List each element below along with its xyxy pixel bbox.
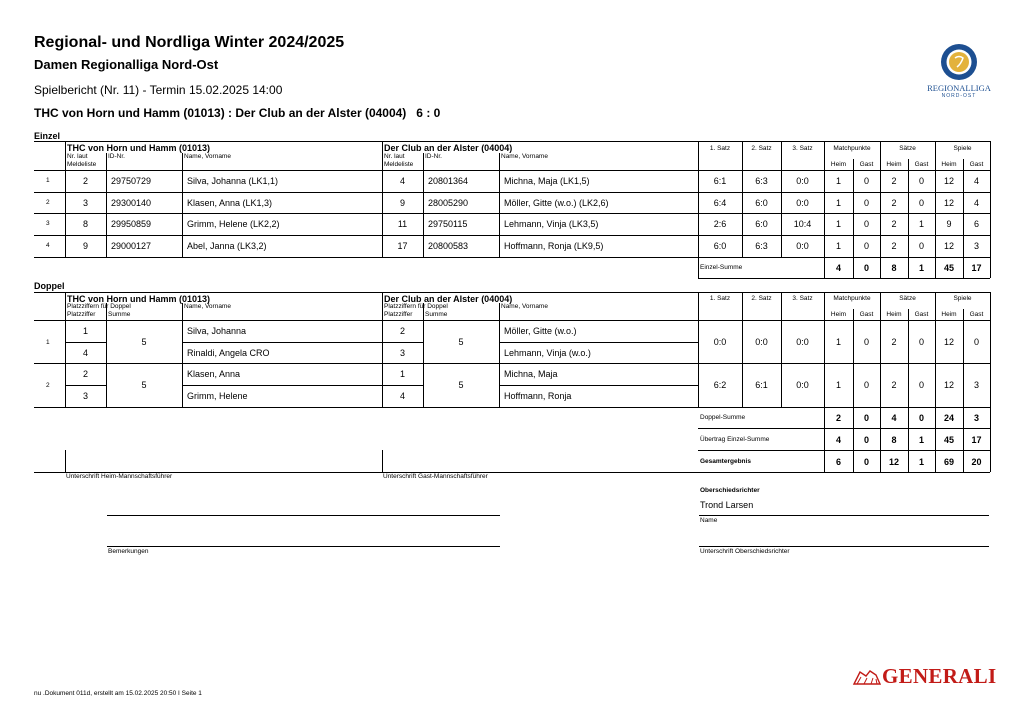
table-cell: 8 <box>82 219 88 229</box>
col-gast: Gast <box>969 311 984 318</box>
carry-sum-label: Übertrag Einzel-Summe <box>700 436 770 443</box>
table-cell: 29750115 <box>428 219 468 229</box>
table-cell: 6:2 <box>713 380 727 390</box>
table-cell: 1 <box>399 369 405 379</box>
col-nr-guest-2: Meldeliste <box>384 161 414 168</box>
referee-name-label: Name <box>700 517 718 524</box>
table-cell: 4 <box>973 198 979 208</box>
table-cell: Silva, Johanna <box>187 326 247 336</box>
sum-cell: 0 <box>863 263 869 273</box>
table-cell: 3 <box>973 241 979 251</box>
table-cell: 12 <box>943 241 954 251</box>
table-cell: 0 <box>863 176 869 186</box>
col-heim: Heim <box>830 161 847 168</box>
total-cell: 0 <box>863 457 869 467</box>
table-cell: Lehmann, Vinja (LK3,5) <box>504 219 599 229</box>
table-cell: Silva, Johanna (LK1,1) <box>187 176 279 186</box>
table-cell: 6:0 <box>713 241 727 251</box>
table-cell: 0 <box>863 380 869 390</box>
page-footer: nu .Dokument 011d, erstellt am 15.02.2025 20:50 I Seite 1 <box>34 690 202 697</box>
total-cell: 20 <box>971 457 982 467</box>
table-cell: 3 <box>399 348 405 358</box>
table-cell: 2 <box>891 198 897 208</box>
table-cell: 6:0 <box>755 219 768 229</box>
table-cell: 6:1 <box>755 380 768 390</box>
total-cell: 12 <box>888 457 899 467</box>
table-cell: 6:4 <box>713 198 727 208</box>
table-cell: 4 <box>973 176 979 186</box>
sum-cell: 4 <box>835 263 841 273</box>
sum-cell: 2 <box>835 413 841 423</box>
table-cell: 29950859 <box>111 219 152 229</box>
guest-captain-signature-label: Unterschrift Gast-Mannschaftsführer <box>383 473 488 480</box>
table-cell: 0:0 <box>713 337 727 347</box>
table-cell: 0 <box>973 337 979 347</box>
col-gast: Gast <box>859 161 874 168</box>
home-team-header: THC von Horn und Hamm (01013) <box>67 143 211 153</box>
table-cell: 12 <box>943 198 954 208</box>
sponsor-lion-icon <box>852 668 882 691</box>
table-cell: 4 <box>399 176 405 186</box>
table-cell: 17 <box>397 241 408 251</box>
col-heim: Heim <box>886 311 902 318</box>
table-cell: 29000127 <box>111 241 152 251</box>
table-cell: 10:4 <box>793 219 812 229</box>
table-cell: 0 <box>863 219 869 229</box>
table-cell: Abel, Janna (LK3,2) <box>187 241 267 251</box>
sum-cell: 4 <box>835 435 841 445</box>
table-cell: 1 <box>835 380 841 390</box>
table-cell: 11 <box>397 219 408 229</box>
table-cell: 12 <box>943 337 954 347</box>
match-title: THC von Horn und Hamm (01013) : Der Club an der Alster (04004) 6 : 0 <box>34 106 441 120</box>
table-cell: 1 <box>918 219 924 229</box>
table-cell: Rinaldi, Angela CRO <box>187 348 270 358</box>
col-matchpoints: Matchpunkte <box>833 145 871 152</box>
total-cell: 1 <box>918 457 924 467</box>
table-cell: Grimm, Helene (LK2,2) <box>187 219 280 229</box>
table-cell: 1 <box>835 241 841 251</box>
table-cell: Möller, Gitte (w.o.) (LK2,6) <box>504 198 609 208</box>
singles-sum-label: Einzel-Summe <box>700 264 743 271</box>
col-id-guest: ID-Nr. <box>425 153 442 160</box>
col-name-guest: Name, Vorname <box>501 303 548 310</box>
table-cell: 5 <box>141 380 147 390</box>
logo-subtext: NORD-OST <box>941 93 977 99</box>
table-cell: 0 <box>918 198 924 208</box>
table-cell: 6 <box>973 219 979 229</box>
row-number: 4 <box>46 242 50 249</box>
table-cell: 2 <box>891 380 897 390</box>
section-doppel: Doppel <box>34 281 65 291</box>
col-heim: Heim <box>941 161 957 168</box>
sum-cell: 0 <box>863 435 869 445</box>
regionalliga-logo <box>928 42 990 105</box>
col-set1: 1. Satz <box>709 295 731 302</box>
sum-cell: 45 <box>943 263 954 273</box>
table-cell: 0:0 <box>755 337 768 347</box>
referee-label: Oberschiedsrichter <box>700 487 760 494</box>
table-cell: 0 <box>918 337 924 347</box>
table-cell: 4 <box>82 348 88 358</box>
col-summe-guest: Summe <box>425 311 448 318</box>
row-number: 1 <box>46 177 50 184</box>
table-cell: 0:0 <box>796 198 809 208</box>
table-cell: 9 <box>82 241 88 251</box>
table-cell: 5 <box>458 337 464 347</box>
table-cell: 9 <box>946 219 952 229</box>
sum-cell: 1 <box>918 263 924 273</box>
table-cell: 5 <box>458 380 464 390</box>
table-cell: 1 <box>835 219 841 229</box>
table-cell: 1 <box>835 337 841 347</box>
table-cell: 0:0 <box>796 380 809 390</box>
row-number: 2 <box>46 199 50 206</box>
sum-cell: 8 <box>891 435 897 445</box>
section-einzel: Einzel <box>34 131 61 141</box>
col-gast: Gast <box>969 161 984 168</box>
table-cell: 29750729 <box>111 176 152 186</box>
sum-cell: 17 <box>971 263 982 273</box>
table-cell: 6:0 <box>755 198 768 208</box>
guest-team-header: Der Club an der Alster (04004) <box>384 143 513 153</box>
table-cell: 2 <box>891 219 897 229</box>
col-sets: Sätze <box>899 295 916 302</box>
table-cell: 20800583 <box>428 241 469 251</box>
sponsor-logo: GENERALI <box>882 664 997 688</box>
table-cell: 1 <box>835 198 841 208</box>
logo-text: REGIONALLIGA <box>927 83 991 93</box>
guest-team-header: Der Club an der Alster (04004) <box>384 294 513 304</box>
table-cell: Hoffmann, Ronja (LK9,5) <box>504 241 604 251</box>
sum-cell: 4 <box>891 413 897 423</box>
referee-signature-label: Unterschrift Oberschiedsrichter <box>700 548 790 555</box>
home-captain-signature-label: Unterschrift Heim-Mannschaftsführer <box>66 473 173 480</box>
total-cell: 69 <box>943 457 954 467</box>
col-heim: Heim <box>886 161 902 168</box>
col-platzziffer-guest: Platzziffer <box>384 311 413 318</box>
table-cell: Michna, Maja (LK1,5) <box>504 176 590 186</box>
row-number: 1 <box>46 339 50 346</box>
home-team-header: THC von Horn und Hamm (01013) <box>67 294 211 304</box>
table-cell: 6:3 <box>755 176 768 186</box>
sum-cell: 17 <box>971 435 982 445</box>
table-cell: Grimm, Helene <box>187 391 248 401</box>
col-set2: 2. Satz <box>751 295 772 302</box>
table-cell: 9 <box>399 198 405 208</box>
col-nr: Nr. laut <box>67 153 88 160</box>
report-info: Spielbericht (Nr. 11) - Termin 15.02.2025 14:00 <box>34 83 283 97</box>
table-cell: 1 <box>835 176 841 186</box>
sum-cell: 8 <box>891 263 897 273</box>
table-cell: 2 <box>891 337 897 347</box>
col-gast: Gast <box>914 311 929 318</box>
table-cell: 0 <box>918 176 924 186</box>
sum-cell: 24 <box>943 413 954 423</box>
col-games: Spiele <box>953 295 972 302</box>
table-cell: 2 <box>891 241 897 251</box>
col-nr-2: Meldeliste <box>67 161 97 168</box>
table-cell: 1 <box>82 326 88 336</box>
table-cell: 0:0 <box>796 241 809 251</box>
table-cell: 3 <box>82 391 88 401</box>
col-set1: 1. Satz <box>709 145 731 152</box>
col-name: Name, Vorname <box>184 303 231 310</box>
table-cell: 6:3 <box>755 241 768 251</box>
table-cell: 12 <box>943 176 954 186</box>
sum-cell: 0 <box>863 413 869 423</box>
referee-name: Trond Larsen <box>700 500 754 510</box>
sum-cell: 45 <box>943 435 954 445</box>
table-cell: Klasen, Anna <box>187 369 241 379</box>
table-cell: 2 <box>891 176 897 186</box>
sum-cell: 0 <box>918 413 924 423</box>
table-cell: Klasen, Anna (LK1,3) <box>187 198 273 208</box>
col-name-guest: Name, Vorname <box>501 153 548 160</box>
row-number: 3 <box>46 220 50 227</box>
table-cell: 0 <box>863 241 869 251</box>
table-cell: 5 <box>141 337 147 347</box>
col-matchpoints: Matchpunkte <box>833 295 871 302</box>
table-cell: 0 <box>918 380 924 390</box>
col-sets: Sätze <box>899 145 916 152</box>
col-name: Name, Vorname <box>184 153 231 160</box>
col-nr-guest: Nr. laut <box>384 153 405 160</box>
col-platzziffern-guest: Platzziffern für Doppel <box>384 303 448 310</box>
table-cell: 0:0 <box>796 176 809 186</box>
doubles-sum-label: Doppel-Summe <box>700 414 746 421</box>
table-cell: 2 <box>82 176 88 186</box>
table-cell: Möller, Gitte (w.o.) <box>504 326 577 336</box>
col-summe: Summe <box>108 311 131 318</box>
col-set2: 2. Satz <box>751 145 772 152</box>
col-id: ID-Nr. <box>108 153 125 160</box>
table-cell: 2 <box>82 369 88 379</box>
league-name: Damen Regionalliga Nord-Ost <box>34 57 219 72</box>
report-title: Regional- und Nordliga Winter 2024/2025 <box>34 34 345 51</box>
col-games: Spiele <box>953 145 972 152</box>
table-cell: 4 <box>399 391 405 401</box>
remarks-label: Bemerkungen <box>108 548 149 555</box>
table-cell: 12 <box>943 380 954 390</box>
table-cell: 2:6 <box>713 219 727 229</box>
table-cell: 3 <box>82 198 88 208</box>
col-set3: 3. Satz <box>792 295 813 302</box>
col-platzziffern: Platzziffern für Doppel <box>67 303 131 310</box>
table-cell: 0 <box>863 337 869 347</box>
table-cell: 6:1 <box>713 176 727 186</box>
total-cell: 6 <box>835 457 841 467</box>
sum-cell: 3 <box>973 413 979 423</box>
col-heim: Heim <box>941 311 957 318</box>
col-set3: 3. Satz <box>792 145 813 152</box>
table-cell: 0 <box>863 198 869 208</box>
col-heim: Heim <box>830 311 847 318</box>
col-gast: Gast <box>914 161 929 168</box>
col-gast: Gast <box>859 311 874 318</box>
table-cell: Michna, Maja <box>504 369 558 379</box>
table-cell: Hoffmann, Ronja <box>504 391 572 401</box>
table-cell: 0 <box>918 241 924 251</box>
table-cell: 28005290 <box>428 198 469 208</box>
sum-cell: 1 <box>918 435 924 445</box>
table-cell: 0:0 <box>796 337 809 347</box>
table-cell: 29300140 <box>111 198 152 208</box>
table-cell: Lehmann, Vinja (w.o.) <box>504 348 591 358</box>
col-platzziffer: Platzziffer <box>67 311 96 318</box>
row-number: 2 <box>46 382 50 389</box>
table-cell: 20801364 <box>428 176 469 186</box>
total-label: Gesamtergebnis <box>700 458 751 465</box>
table-cell: 2 <box>399 326 405 336</box>
table-cell: 3 <box>973 380 979 390</box>
